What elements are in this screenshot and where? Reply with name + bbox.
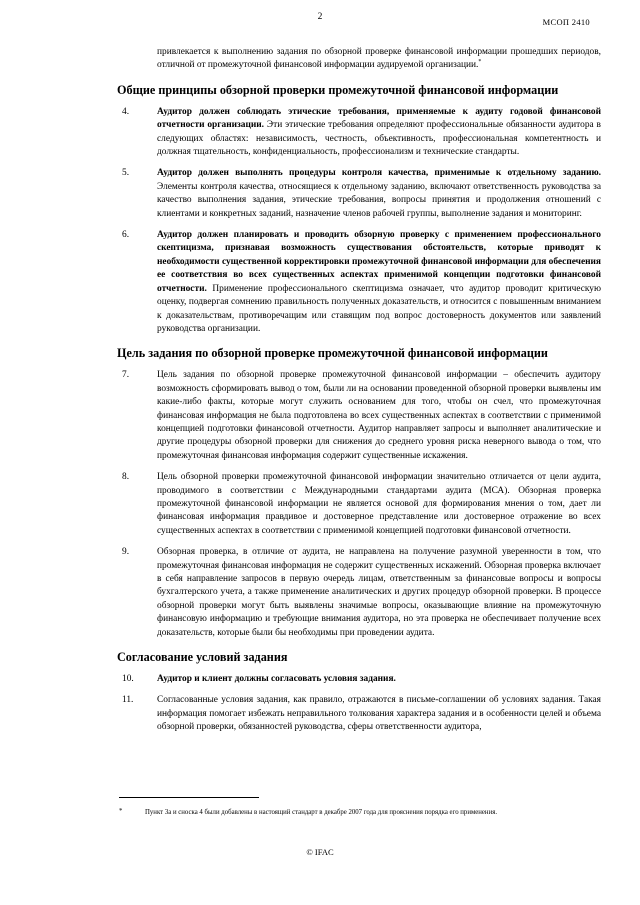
footnote-mark: *: [119, 808, 123, 815]
section-heading-terms: Согласование условий задания: [117, 650, 288, 665]
paragraph-number: 8.: [122, 472, 130, 483]
paragraph-number: 7.: [122, 370, 130, 381]
paragraph-9: [119, 546, 601, 640]
paragraph-number: 6.: [122, 230, 130, 241]
section-heading-principles: Общие принципы обзорной проверки промежуточной финансовой информации: [117, 82, 559, 97]
paragraph-4: [119, 106, 601, 160]
paragraph-requirement: Аудитор должен планировать и проводить обзорную проверку с применением профессионального скептицизма, признавая возможность существования обстоятельств, которые приводят к необходимости существенной корректировки промежуточной финансовой информации для обеспечения ее соответствия во всех существенных аспектах применимой концепции подготовки финансовой отчетности.: [157, 230, 601, 294]
paragraph-number: 4.: [122, 106, 130, 117]
paragraph-text: Эти этические требования определяют профессиональные обязанности аудитора в следующих областях: независимость, честность, объективность, профессиональная компетентность и должная тщательность, конфиденциальность, профессионализм и технические стандарты.: [157, 120, 601, 158]
standard-code: МСОП 2410: [542, 17, 590, 27]
footnote: [119, 808, 601, 817]
footnote-text: Пункт 3а и сноска 4 были добавлены в настоящий стандарт в декабре 2007 года для прояснения порядка его применения.: [145, 809, 498, 816]
section-heading-objective: Цель задания по обзорной проверке промежуточной финансовой информации: [117, 346, 548, 361]
paragraph-text: Обзорная проверка, в отличие от аудита, не направлена на получение разумной уверенности в том, что промежуточная финансовая информация не содержит существенных искажений. Обзорная проверка включает в себя направление запросов в первую очередь лицам, ответственным за финансовые вопросы и вопросы бухгалтерского учета, а также применение аналитических и других процедур обзорной проверки. В процессе обзорной проверки могут быть выявлены значимые вопросы, оказывающие влияние на промежуточную финансовую информацию и требующие внимания аудитора, но эта проверка не обеспечивает получение всех доказательств, которые были бы необходимы при проведении аудита.: [157, 547, 601, 638]
paragraph-requirement: Аудитор должен соблюдать этические требования, применяемые к аудиту годовой финансовой отчетности организации.: [157, 106, 601, 131]
paragraph-5: [119, 167, 601, 221]
paragraph-10: [119, 673, 601, 686]
paragraph-text: Согласованные условия задания, как правило, отражаются в письме-соглашении об условиях задания. Такая информация помогает избежать неправильного толкования характера задания и в особенности целей и объема обзорной проверки, обязанностей руководства, сферы ответственности аудитора,: [157, 695, 601, 733]
document-body: [119, 46, 601, 743]
paragraph-text: Применение профессионального скептицизма означает, что аудитор проводит критическую оценку, подвергая сомнению правильность полученных доказательств, и относится с повышенным вниманием к доказательствам, противоречащим или ставящим под вопрос достоверность документов или заявлений руководства организации.: [157, 283, 601, 334]
paragraph-requirement: Аудитор и клиент должны согласовать условия задания.: [157, 674, 396, 685]
paragraph-number: 11.: [122, 695, 134, 706]
paragraph-number: 10.: [122, 674, 134, 685]
paragraph-7: [119, 369, 601, 463]
footnote-divider: [119, 797, 259, 798]
paragraph-text: Элементы контроля качества, относящиеся к отдельному заданию, включают ответственность руководства за качество выполнения задания, этические требования, вопросы принятия и продолжения отношений с клиентами и конкретных заданий, назначение членов рабочей группы, выполнение задания и мониторинг.: [157, 181, 601, 219]
footnote-reference[interactable]: *: [478, 59, 482, 66]
paragraph-text: Цель задания по обзорной проверке промежуточной финансовой информации – обеспечить аудитору возможность сформировать вывод о том, были ли на основании проведенной обзорной проверки выявлены им какие-либо факты, которые могут служить основанием для того, чтобы он счел, что промежуточная финансовая информация не была подготовлена во всех существенных аспектах в соответствии с применимой концепцией подготовки финансовой отчетности. Аудитор направляет запросы и выполняет аналитические и другие процедуры обзорной проверки для снижения до среднего уровня риска неверного вывода о том, что промежуточная финансовая информация содержит существенные искажения.: [157, 370, 601, 461]
intro-paragraph: [119, 46, 601, 73]
paragraph-8: [119, 471, 601, 538]
paragraph-number: 5.: [122, 168, 130, 179]
paragraph-11: [119, 694, 601, 734]
copyright-footer: © IFAC: [306, 847, 334, 857]
paragraph-number: 9.: [122, 547, 130, 558]
intro-text: привлекается к выполнению задания по обзорной проверке финансовой информации прошедших периодов, отличной от промежуточной финансовой информации аудируемой организации.: [157, 47, 601, 71]
page-number: 2: [317, 12, 323, 22]
paragraph-text: Цель обзорной проверки промежуточной финансовой информации значительно отличается от цели аудита, проводимого в соответствии с Международными стандартами аудита (МСА). Обзорная проверка промежуточной финансовой информации не является основой для формирования мнения о том, дает ли финансовая информация правдивое и достоверное представление или достоверное отражение во всех существенных аспектах в соответствии с применимой концепцией подготовки финансовой отчетности.: [157, 472, 601, 536]
paragraph-6: [119, 229, 601, 336]
paragraph-requirement: Аудитор должен выполнять процедуры контроля качества, применимые к отдельному заданию.: [157, 168, 601, 179]
